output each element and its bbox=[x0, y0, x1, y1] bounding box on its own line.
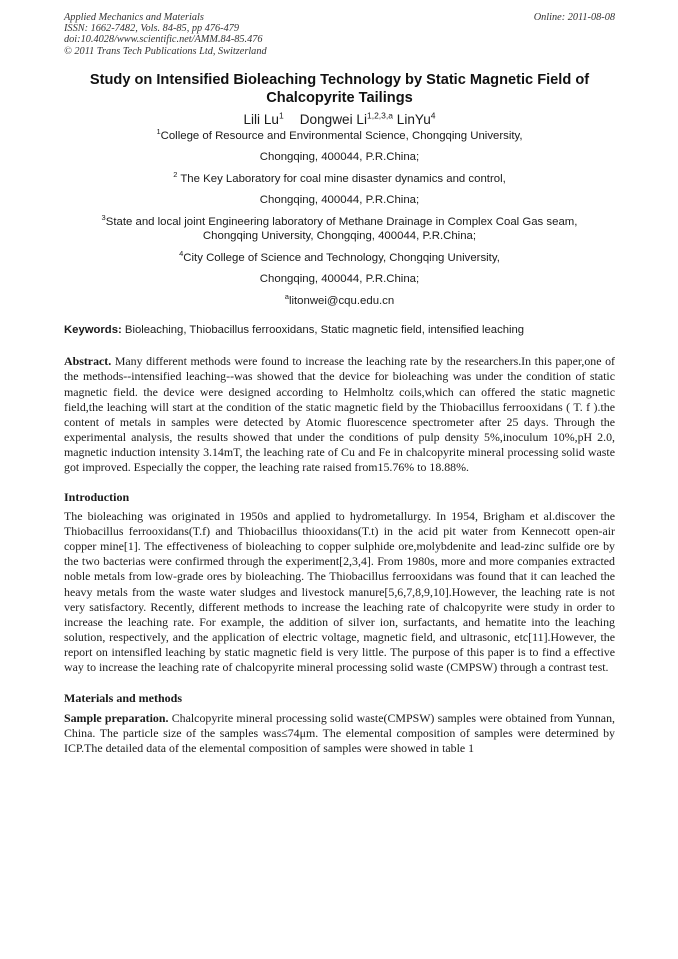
online-date: Online: 2011-08-08 bbox=[533, 12, 615, 23]
author-sup: 1,2,3,a bbox=[366, 110, 393, 121]
materials-text bbox=[64, 711, 615, 756]
author-name: LinYu bbox=[396, 111, 431, 127]
email-link[interactable]: litonwei@cqu.edu.cn bbox=[288, 294, 395, 307]
email-sup: a bbox=[284, 292, 289, 302]
keywords bbox=[64, 323, 615, 337]
affiliation-3 bbox=[64, 215, 615, 244]
copyright-line: © 2011 Trans Tech Publications Ltd, Switzerland bbox=[64, 45, 267, 57]
affiliation-line: Chongqing, 400044, P.R.China; bbox=[259, 151, 420, 164]
affiliation-line: City College of Science and Technology, Chongqing University, bbox=[183, 251, 500, 264]
journal-name: Applied Mechanics and Materials bbox=[64, 12, 204, 23]
keywords-text: Bioleaching, Thiobacillus ferrooxidans, Static magnetic field, intensified leaching bbox=[121, 324, 525, 337]
issn-line: ISSN: 1662-7482, Vols. 84-85, pp 476-479 bbox=[64, 23, 240, 35]
affiliation-sup: 2 bbox=[173, 170, 178, 180]
affiliation-2 bbox=[64, 172, 615, 208]
affiliation-line: The Key Laboratory for coal mine disaster dynamics and control, bbox=[180, 172, 506, 185]
author-email bbox=[64, 294, 615, 309]
affiliations bbox=[64, 129, 615, 309]
paper-title: Study on Intensified Bioleaching Technology by Static Magnetic Field of Chalcopyrite Tailings bbox=[89, 71, 590, 106]
sample-preparation-label: Sample preparation. bbox=[64, 711, 169, 726]
materials-heading: Materials and methods bbox=[64, 691, 182, 706]
abstract-label: Abstract. bbox=[64, 354, 112, 369]
introduction-heading: Introduction bbox=[64, 490, 130, 505]
affiliation-line: Chongqing, 400044, P.R.China; bbox=[259, 273, 420, 286]
author-name: Dongwei Li bbox=[299, 111, 367, 127]
author-list bbox=[64, 111, 615, 129]
affiliation-line: State and local joint Engineering laboratory of Methane Drainage in Complex Coal Gas seam, bbox=[105, 215, 578, 228]
affiliation-4 bbox=[64, 251, 615, 287]
affiliation-sup: 3 bbox=[101, 213, 106, 223]
affiliation-line: Chongqing University, Chongqing, 400044, P.R.China; bbox=[202, 230, 477, 243]
affiliation-1 bbox=[64, 129, 615, 165]
affiliation-sup: 4 bbox=[179, 249, 184, 259]
keywords-label: Keywords: bbox=[64, 324, 122, 337]
affiliation-line: College of Resource and Environmental Science, Chongqing University, bbox=[160, 129, 523, 142]
introduction-text: The bioleaching was originated in 1950s and applied to hydrometallurgy. In 1954, Brigham et al.discover the Thiobacillus ferrooxidans(T.f) and Thiobacillus thiooxidans(T.t) in the acid pit water from Kennecott open-air copper mine[1]. The effectiveness of bioleaching to copper sulphide ore,molybdenite and lead-zinc sulfide ore by the two bacterias were confirmed through the experiment[2,3,4]. From 1980s, more and more companies extracted noble metals from low-grade ores by bioleaching. The Thiobacillus ferrooxidans was found that it can leached the heavy metals from the waste water sludges and livestock manure[5,6,7,8,9,10].However, the leaching rate is not very satisfactory. Recently, different methods to increase the leaching rate of chalcopyrite were study in order to increase the leaching rate. For example, the addition of silver ion, surfactants, and hematite into the leaching solution, respectively, and the application of electric voltage, magnetic field, and ultrasonic, etc[11].However, the report on intensifled leaching by static magnetic field is very little. The purpose of this paper is to find a effective way to increase the leaching rate of chalcopyrite mineral processing solid waste (CMPSW) through a contrast test. bbox=[64, 509, 615, 674]
affiliation-line: Chongqing, 400044, P.R.China; bbox=[259, 194, 420, 207]
journal-header bbox=[64, 12, 615, 57]
sample-preparation-text: Chalcopyrite mineral processing solid waste(CMPSW) samples were obtained from Yunnan, China. The particle size of the samples was≤74μm. The elemental composition of samples were determined by ICP.The detailed data of the elemental composition of samples were showed in table 1 bbox=[64, 711, 615, 756]
abstract-text: Many different methods were found to increase the leaching rate by the researchers.In this paper,one of the methods--intensified leaching--was showed that the device for bioleaching was under the condition of static magnetic field. the device were designed according to Helmholtz coils,which can offered the static magnetic field,the leaching will start at the condition of the static magnetic field by the Thiobacillus ferrooxidans ( T. f ).the content of metals in samples were detected by Atomic fluorescence spectrometer after 25 days. Through the experimental analysis, the results showed that under the conditions of pulp density 5%,inoculum 10%,pH 2.0, magnetic induction intensity 3.14mT, the leaching rate of Cu and Fe in chalcopyrite mineral processing solid waste got improved. Especially the copper, the leaching rate raised from15.76% to 18.88%. bbox=[64, 354, 615, 474]
doi-line[interactable]: doi:10.4028/www.scientific.net/AMM.84-85.476 bbox=[64, 34, 263, 46]
affiliation-sup: 1 bbox=[156, 127, 161, 137]
abstract bbox=[64, 354, 615, 475]
author-sup: 1 bbox=[278, 110, 284, 121]
author-sup: 4 bbox=[430, 110, 436, 121]
author-name: Lili Lu bbox=[243, 111, 279, 127]
